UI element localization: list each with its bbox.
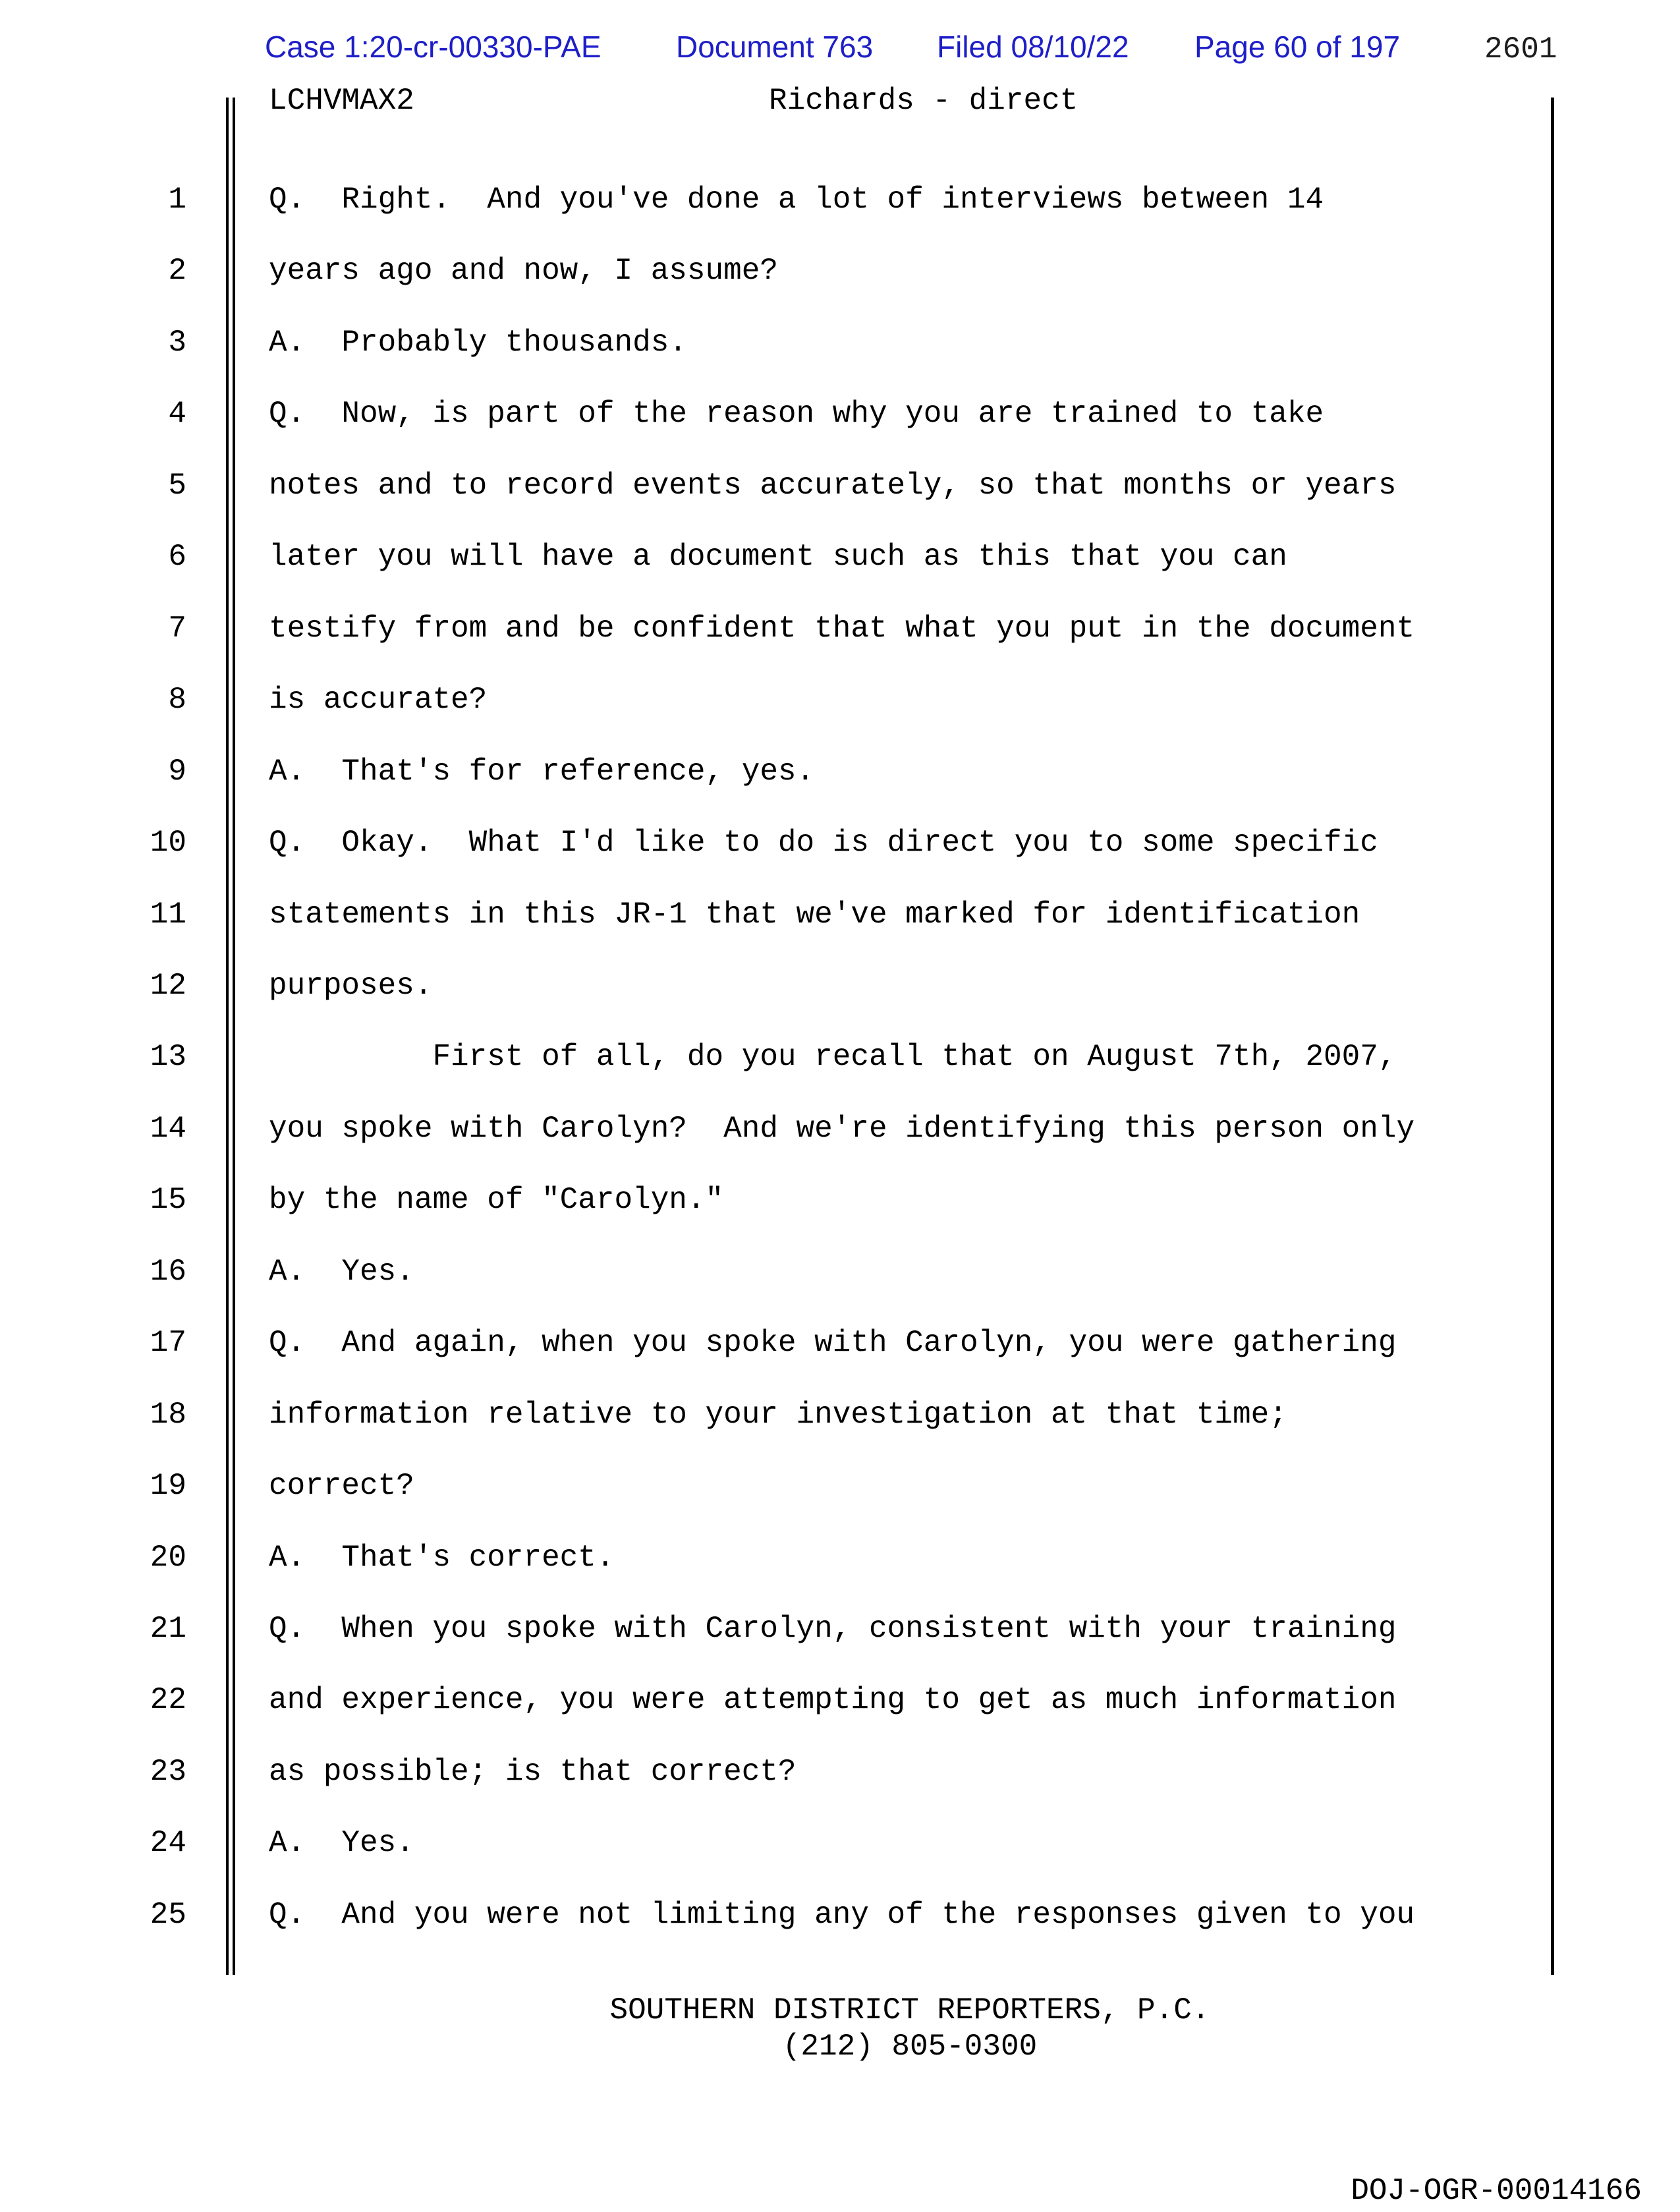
line-number: 25	[150, 1897, 186, 1932]
line-number: 19	[150, 1469, 186, 1504]
line-text: A. That's for reference, yes.	[269, 754, 815, 789]
transcript-line	[0, 1685, 1680, 1756]
transcript-line	[0, 1614, 1680, 1685]
transcript-line	[0, 1042, 1680, 1113]
transcript-line	[0, 399, 1680, 470]
line-text: by the name of "Carolyn."	[269, 1183, 724, 1218]
transcript-line	[0, 1397, 1680, 1471]
transcript-line	[0, 899, 1680, 971]
transcript-line	[0, 1471, 1680, 1542]
line-number: 21	[150, 1612, 186, 1646]
transcript-line	[0, 542, 1680, 613]
line-text: Q. Right. And you've done a lot of interviews between 14	[269, 183, 1324, 217]
line-text: later you will have a document such as this that you can	[269, 540, 1287, 575]
transcript-line	[0, 968, 1680, 1042]
line-text: information relative to your investigation at that time;	[269, 1397, 1287, 1432]
line-number: 9	[168, 754, 186, 789]
line-text: is accurate?	[269, 683, 488, 718]
stamp-case-number: Case 1:20-cr-00330-PAE	[265, 30, 602, 64]
transcript-line	[0, 828, 1680, 899]
line-number: 20	[150, 1540, 186, 1575]
line-text: Q. Now, is part of the reason why you are trained to take	[269, 397, 1324, 432]
line-number: 1	[168, 183, 186, 217]
transcript-page-number: 2601	[1484, 32, 1557, 67]
transcript-line	[0, 327, 1680, 399]
transcript-line	[0, 1254, 1680, 1328]
transcript-line	[0, 470, 1680, 542]
line-number: 8	[168, 683, 186, 718]
line-number: 14	[150, 1111, 186, 1146]
line-number: 12	[150, 968, 186, 1003]
line-text: purposes.	[269, 968, 433, 1003]
line-text: A. Yes.	[269, 1826, 414, 1861]
line-text: Q. Okay. What I'd like to do is direct you to some specific	[269, 826, 1378, 861]
line-number: 23	[150, 1754, 186, 1789]
line-number: 24	[150, 1826, 186, 1861]
line-number: 10	[150, 826, 186, 861]
line-text: you spoke with Carolyn? And we're identifying this person only	[269, 1111, 1415, 1146]
bates-number: DOJ-OGR-00014166	[1351, 2174, 1642, 2208]
line-number: 13	[150, 1040, 186, 1075]
session-code: LCHVMAX2	[269, 84, 414, 118]
transcript-line	[0, 1897, 1680, 1971]
line-number: 11	[150, 897, 186, 932]
line-number: 3	[168, 325, 186, 360]
line-text: and experience, you were attempting to get as much information	[269, 1683, 1397, 1718]
line-number: 2	[168, 254, 186, 289]
line-text: A. Yes.	[269, 1254, 414, 1289]
stamp-filed-date: Filed 08/10/22	[937, 30, 1129, 64]
transcript-line	[0, 1540, 1680, 1614]
transcript-line	[0, 1754, 1680, 1828]
line-number: 6	[168, 540, 186, 575]
line-text: Q. And again, when you spoke with Carolyn, you were gathering	[269, 1326, 1397, 1361]
transcript-line	[0, 1828, 1680, 1899]
footer-reporter-phone: (212) 805-0300	[782, 2029, 1038, 2064]
transcript-line	[0, 1328, 1680, 1399]
stamp-page-of: Page 60 of 197	[1194, 30, 1401, 64]
line-text: testify from and be confident that what you put in the document	[269, 611, 1415, 646]
line-text: correct?	[269, 1469, 414, 1504]
line-number: 17	[150, 1326, 186, 1361]
transcript-line	[0, 184, 1680, 256]
line-number: 18	[150, 1397, 186, 1432]
transcript-line	[0, 256, 1680, 327]
line-text: statements in this JR-1 that we've marked for identification	[269, 897, 1360, 932]
line-text: notes and to record events accurately, so that months or years	[269, 468, 1397, 503]
line-number: 5	[168, 468, 186, 503]
line-number: 4	[168, 397, 186, 432]
line-text: A. That's correct.	[269, 1540, 615, 1575]
transcript-line	[0, 685, 1680, 756]
line-text: First of all, do you recall that on August 7th, 2007,	[269, 1040, 1397, 1075]
line-number: 15	[150, 1183, 186, 1218]
line-text: as possible; is that correct?	[269, 1754, 797, 1789]
line-number: 22	[150, 1683, 186, 1718]
footer-reporter-name: SOUTHERN DISTRICT REPORTERS, P.C.	[609, 1993, 1210, 2028]
transcript-line	[0, 756, 1680, 828]
line-number: 7	[168, 611, 186, 646]
line-text: Q. When you spoke with Carolyn, consistent with your training	[269, 1612, 1397, 1646]
line-text: Q. And you were not limiting any of the responses given to you	[269, 1897, 1415, 1932]
line-text: years ago and now, I assume?	[269, 254, 778, 289]
transcript-line	[0, 1111, 1680, 1185]
transcript-line	[0, 1185, 1680, 1256]
stamp-document: Document 763	[676, 30, 874, 64]
transcript-line	[0, 613, 1680, 685]
witness-direct-label: Richards - direct	[769, 84, 1078, 118]
line-number: 16	[150, 1254, 186, 1289]
line-text: A. Probably thousands.	[269, 325, 687, 360]
